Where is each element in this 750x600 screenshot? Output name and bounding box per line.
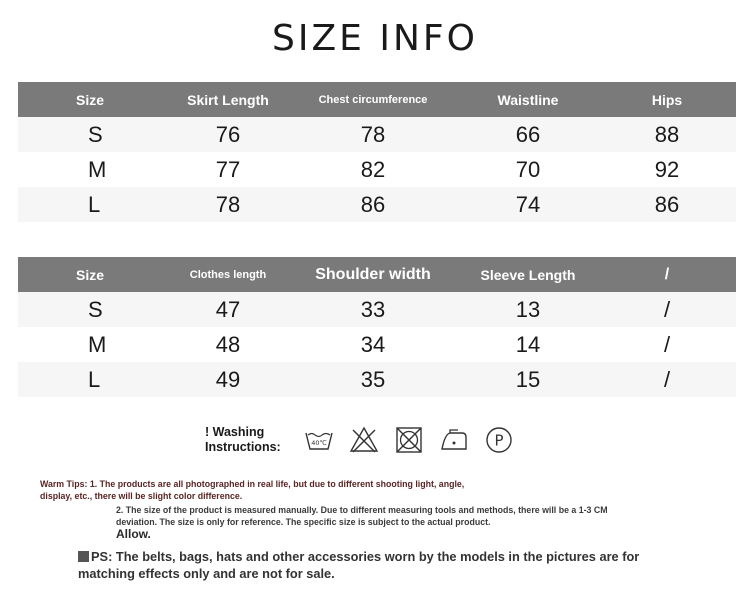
ps-line1: PS: The belts, bags, hats and other accessories worn by the models in the pictures are for <box>91 549 640 564</box>
warm-tips-line1: Warm Tips: 1. The products are all photographed in real life, but due to different shooting light, angle, <box>40 479 465 489</box>
square-bullet-icon <box>78 551 89 562</box>
header-chest: Chest circumference <box>318 93 428 106</box>
ps-note <box>78 548 718 582</box>
dry-clean-letter: P <box>494 431 504 450</box>
value-cell: 88 <box>654 121 680 147</box>
value-cell: 14 <box>515 331 541 357</box>
table-header-row <box>18 257 736 292</box>
header-size: Size <box>76 266 105 283</box>
wash-40-icon <box>303 424 335 456</box>
ps-line2: matching effects only and are not for sale. <box>78 566 335 581</box>
value-cell: 15 <box>515 366 541 392</box>
size-cell: L <box>88 366 101 392</box>
header-size: Size <box>76 91 105 108</box>
warm-tips <box>40 478 720 502</box>
header-hips: Hips <box>651 91 683 108</box>
header-shoulder-width: Shoulder width <box>315 265 431 283</box>
value-cell: 47 <box>215 296 241 322</box>
wash-temp-text: 40℃ <box>311 439 327 447</box>
value-cell: 86 <box>654 191 680 217</box>
header-slash: / <box>664 265 670 283</box>
value-cell: 70 <box>515 156 541 182</box>
table-row <box>18 187 736 222</box>
no-tumble-dry-icon <box>393 424 425 456</box>
iron-low-icon <box>438 424 470 456</box>
value-cell: 66 <box>515 121 541 147</box>
value-cell: 34 <box>360 331 386 357</box>
value-cell: 78 <box>360 121 386 147</box>
value-cell: 86 <box>360 191 386 217</box>
page-title: SIZE INFO <box>272 18 478 59</box>
value-cell: 13 <box>515 296 541 322</box>
table-row <box>18 152 736 187</box>
header-clothes-length: Clothes length <box>189 268 267 281</box>
header-skirt-length: Skirt Length <box>187 91 269 108</box>
value-cell: 33 <box>360 296 386 322</box>
warm-tips-2-line2: deviation. The size is only for reference. The specific size is subject to the actual product. <box>116 517 491 527</box>
size-cell: M <box>88 156 107 182</box>
size-table-top <box>18 257 736 397</box>
size-cell: L <box>88 191 101 217</box>
value-cell: / <box>663 331 671 357</box>
table-row <box>18 117 736 152</box>
table-row <box>18 327 736 362</box>
value-cell: 35 <box>360 366 386 392</box>
washing-label <box>205 425 297 455</box>
value-cell: / <box>663 366 671 392</box>
dry-clean-p-icon <box>483 424 515 456</box>
value-cell: 78 <box>215 191 241 217</box>
warm-tips-2 <box>116 504 716 528</box>
warm-tips-line2: display, etc., there will be slight color difference. <box>40 491 243 501</box>
value-cell: 48 <box>215 331 241 357</box>
table-row <box>18 362 736 397</box>
value-cell: 82 <box>360 156 386 182</box>
washing-label-line1: ! Washing <box>205 425 265 439</box>
size-table-skirt <box>18 82 736 222</box>
header-waistline: Waistline <box>497 91 559 108</box>
washing-instructions <box>205 424 515 456</box>
value-cell: 74 <box>515 191 541 217</box>
table-header-row <box>18 82 736 117</box>
washing-label-line2: Instructions: <box>205 440 281 454</box>
value-cell: 76 <box>215 121 241 147</box>
warm-tips-2-line1: 2. The size of the product is measured manually. Due to different measuring tools and methods, there will be a 1-3 CM <box>116 505 608 515</box>
value-cell: 49 <box>215 366 241 392</box>
value-cell: 92 <box>654 156 680 182</box>
allow-text: Allow. <box>116 527 151 541</box>
size-cell: S <box>88 121 103 147</box>
header-sleeve-length: Sleeve Length <box>480 266 576 283</box>
value-cell: 77 <box>215 156 241 182</box>
table-row <box>18 292 736 327</box>
size-cell: M <box>88 331 107 357</box>
value-cell: / <box>663 296 671 322</box>
no-bleach-icon <box>348 424 380 456</box>
size-cell: S <box>88 296 103 322</box>
